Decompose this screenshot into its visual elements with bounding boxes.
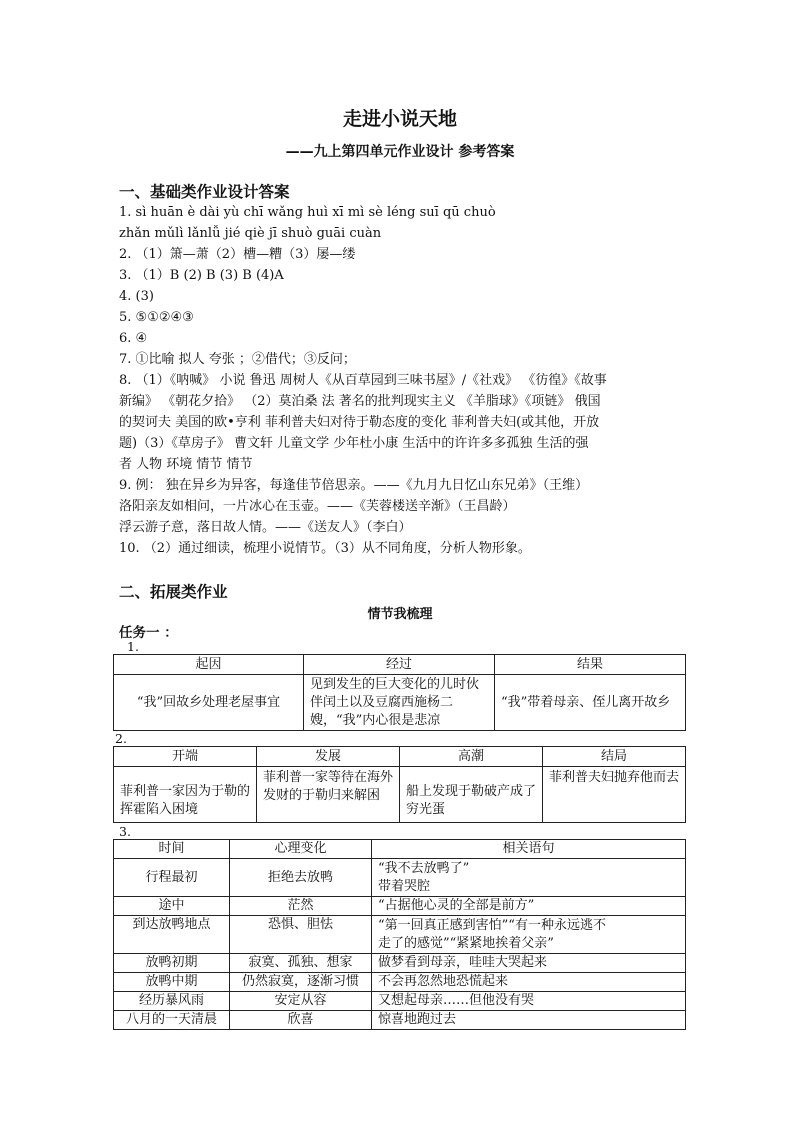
table-cell: 又想起母亲……但他没有哭	[372, 992, 686, 1011]
section1-heading: 一、基础类作业设计答案	[119, 183, 290, 201]
answer-line: 1. sì huān è dài yù chī wǎng huì xī mì sè léng suī qū chuò	[119, 205, 496, 220]
answer-line: 7. ①比喻 拟人 夸张 ；②借代；③反问；	[119, 352, 356, 367]
table-cell: 放鸭中期	[114, 973, 230, 992]
table-header: 相关语句	[372, 840, 686, 859]
table-cell: 见到发生的巨大变化的儿时伙伴闰土以及豆腐西施杨二嫂，“我”内心很是悲凉	[304, 675, 495, 731]
table-cell: “我”回故乡处理老屋事宜	[114, 675, 304, 731]
table-header: 结局	[543, 747, 686, 767]
table-cell: 安定从容	[230, 992, 372, 1011]
answer-line: 浮云游子意，落日故人情。——《送友人》（李白）	[119, 520, 412, 535]
table-cell: 菲利普一家等待在海外发财的于勒归来解困	[257, 767, 400, 823]
table-header: 结果	[495, 655, 686, 675]
answer-line: 新编》 《朝花夕拾》 （2）莫泊桑 法 著名的批判现实主义 《羊脂球》《项链》 俄国	[119, 394, 601, 409]
table-cell: 仍然寂寞，逐渐习惯	[230, 973, 372, 992]
table-cell: 途中	[114, 897, 230, 916]
answer-line: zhǎn mǔlì lǎnlǚ jié qiè jī shuò guāi cuàn	[119, 226, 382, 241]
table-header: 开端	[114, 747, 257, 767]
task-label: 任务一 ：	[119, 625, 178, 641]
table-cell: 做梦看到母亲，哇哇大哭起来	[372, 954, 686, 973]
section2-heading: 二、拓展类作业	[119, 583, 228, 601]
page-subtitle: ——九上第四单元作业设计 参考答案	[285, 144, 515, 160]
answer-line: 10. （2）通过细读，梳理小说情节。（3）从不同角度，分析人物形象。	[119, 541, 531, 556]
table-header: 时间	[114, 840, 230, 859]
table-cell: 行程最初	[114, 859, 230, 897]
plot-table-1	[113, 654, 686, 731]
table-cell: 经历暴风雨	[114, 992, 230, 1011]
table-cell: 拒绝去放鸭	[230, 859, 372, 897]
table-cell: 船上发现于勒破产成了穷光蛋	[400, 767, 543, 823]
table-cell: 茫然	[230, 897, 372, 916]
answer-line: 4. (3)	[119, 289, 154, 304]
table1-number: 1.	[127, 639, 139, 654]
quote-line: “我不去放鸭了”	[378, 860, 470, 876]
table-cell: 不会再忽然地恐慌起来	[372, 973, 686, 992]
table-cell	[372, 916, 686, 954]
answer-line: 3. （1）B (2) B (3) B (4)A	[119, 268, 284, 283]
answer-line: 8. （1）《呐喊》 小说 鲁迅 周树人《从百草园到三味书屋》/《社戏》 《彷徨》《故事	[119, 373, 607, 388]
table-cell: 菲利普夫妇抛弃他而去	[543, 767, 686, 823]
table-cell: 菲利普一家因为于勒的挥霍陷入困境	[114, 767, 257, 823]
page-title: 走进小说天地	[342, 108, 457, 130]
quote-line: 带着哭腔	[378, 878, 431, 894]
table-cell: 恐惧、胆怯	[230, 916, 372, 954]
quote-line: “第一回真正感到害怕”“有一种永远逃不	[378, 917, 606, 933]
table-header: 高潮	[400, 747, 543, 767]
answer-line: 者 人物 环境 情节 情节	[119, 457, 253, 472]
table-cell: “我”带着母亲、侄儿离开故乡	[495, 675, 686, 731]
table3-number: 3.	[119, 824, 131, 839]
table-cell: 到达放鸭地点	[114, 916, 230, 954]
table-cell: “占据他心灵的全部是前方”	[372, 897, 686, 916]
table-header: 经过	[304, 655, 495, 675]
table2-number: 2.	[115, 731, 127, 746]
table-cell: 放鸭初期	[114, 954, 230, 973]
answer-line: 6. ④	[119, 331, 148, 346]
plot-heading: 情节我梳理	[367, 607, 433, 622]
quote-line: 走了的感觉”“紧紧地挨着父亲”	[378, 935, 554, 951]
answer-line: 洛阳亲友如相问，一片冰心在玉壶。——《芙蓉楼送辛渐》（王昌龄）	[119, 499, 516, 514]
table-cell	[372, 859, 686, 897]
table-header: 起因	[114, 655, 304, 675]
answer-line: 2. （1）箫—萧（2）槽—糟（3）屡—缕	[119, 247, 356, 262]
answer-line: 9. 例： 独在异乡为异客，每逢佳节倍思亲。——《九月九日忆山东兄弟》（王维）	[119, 478, 589, 493]
table-header: 心理变化	[230, 840, 372, 859]
psychology-table	[113, 839, 686, 1030]
table-cell: 八月的一天清晨	[114, 1011, 230, 1030]
answer-line: 题)（3）《草房子》 曹文轩 儿童文学 少年杜小康 生活中的许许多多孤独 生活的强	[119, 436, 589, 451]
table-cell: 寂寞、孤独、想家	[230, 954, 372, 973]
plot-table-2	[113, 746, 686, 823]
table-cell: 惊喜地跑过去	[372, 1011, 686, 1030]
answer-line: 5. ⑤①②④③	[119, 310, 194, 325]
table-header: 发展	[257, 747, 400, 767]
table-cell: 欣喜	[230, 1011, 372, 1030]
answer-line: 的契诃夫 美国的欧•亨利 菲利普夫妇对待于勒态度的变化 菲利普夫妇(或其他，开放	[119, 415, 600, 430]
